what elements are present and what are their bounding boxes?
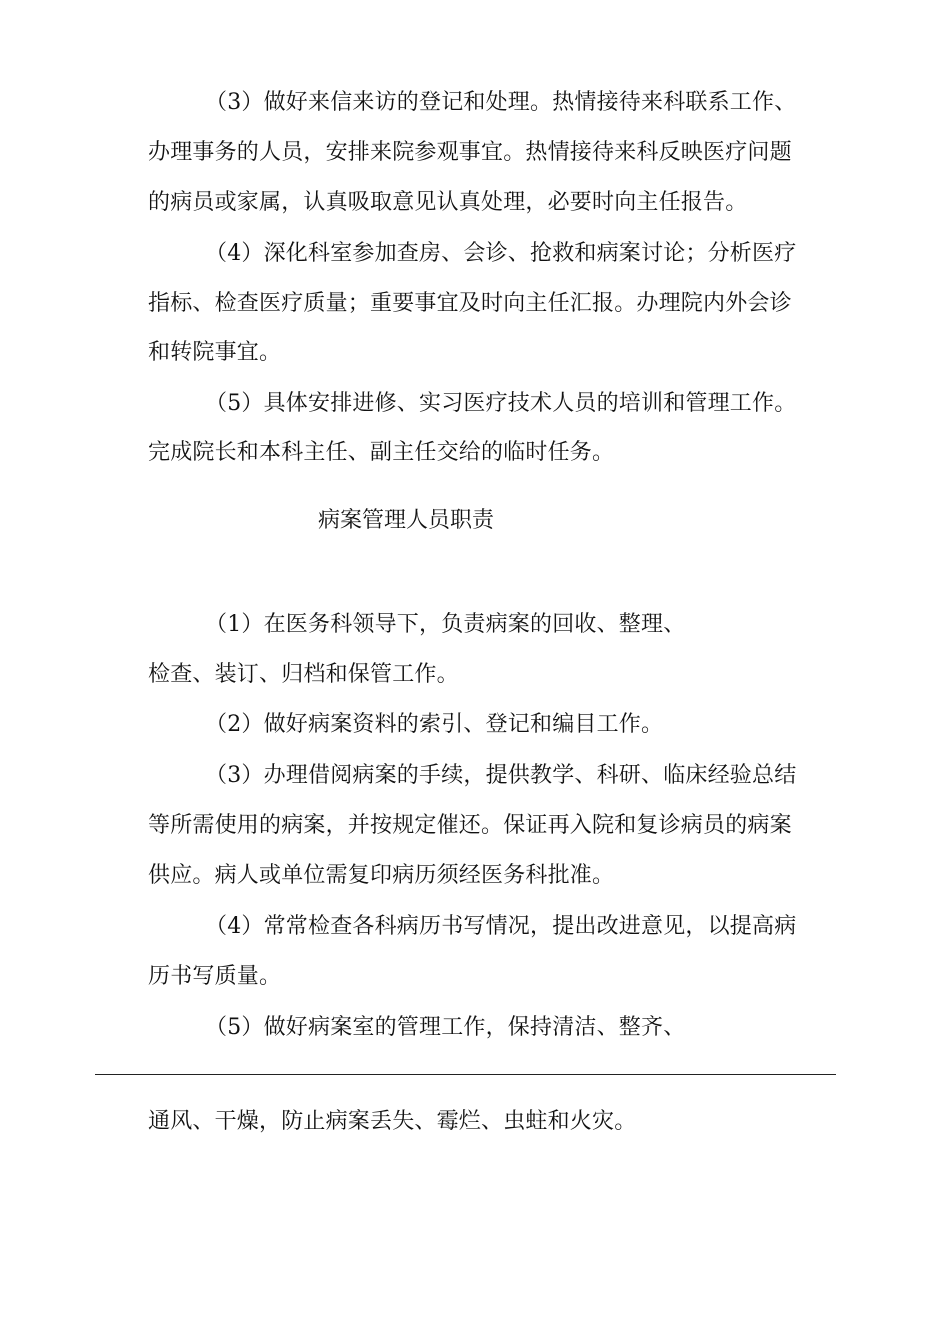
- paragraph-line: 指标、检查医疗质量；重要事宜及时向主任汇报。办理院内外会诊: [148, 291, 792, 316]
- paragraph-line: 完成院长和本科主任、副主任交给的临时任务。: [148, 440, 615, 465]
- paragraph-line: 的病员或家属，认真吸取意见认真处理，必要时向主任报告。: [148, 190, 748, 215]
- paragraph-line: （5）做好病案室的管理工作，保持清洁、整齐、: [205, 1015, 686, 1040]
- paragraph-line: （5）具体安排进修、实习医疗技术人员的培训和管理工作。: [205, 391, 797, 416]
- paragraph-line: 通风、干燥，防止病案丢失、霉烂、虫蛀和火灾。: [148, 1109, 637, 1134]
- paragraph-line: （4）常常检查各科病历书写情况，提出改进意见，以提高病: [205, 914, 797, 939]
- paragraph-line: （3）办理借阅病案的手续，提供教学、科研、临床经验总结: [205, 763, 797, 788]
- paragraph-line: （3）做好来信来访的登记和处理。热情接待来科联系工作、: [205, 90, 797, 115]
- paragraph-line: （2）做好病案资料的索引、登记和编目工作。: [205, 712, 664, 737]
- paragraph-line: 供应。病人或单位需复印病历须经医务科批准。: [148, 863, 615, 888]
- paragraph-line: 历书写质量。: [148, 964, 282, 989]
- paragraph-line: 检查、装订、归档和保管工作。: [148, 662, 459, 687]
- paragraph-line: 办理事务的人员，安排来院参观事宜。热情接待来科反映医疗问题: [148, 140, 792, 165]
- paragraph-line: （4）深化科室参加查房、会诊、抢救和病案讨论；分析医疗: [205, 241, 797, 266]
- paragraph-line: （1）在医务科领导下，负责病案的回收、整理、: [205, 612, 686, 637]
- paragraph-line: 和转院事宜。: [148, 340, 282, 365]
- page-divider: [95, 1074, 836, 1075]
- paragraph-line: 等所需使用的病案，并按规定催还。保证再入院和复诊病员的病案: [148, 813, 792, 838]
- section-title: 病案管理人员职责: [318, 508, 495, 533]
